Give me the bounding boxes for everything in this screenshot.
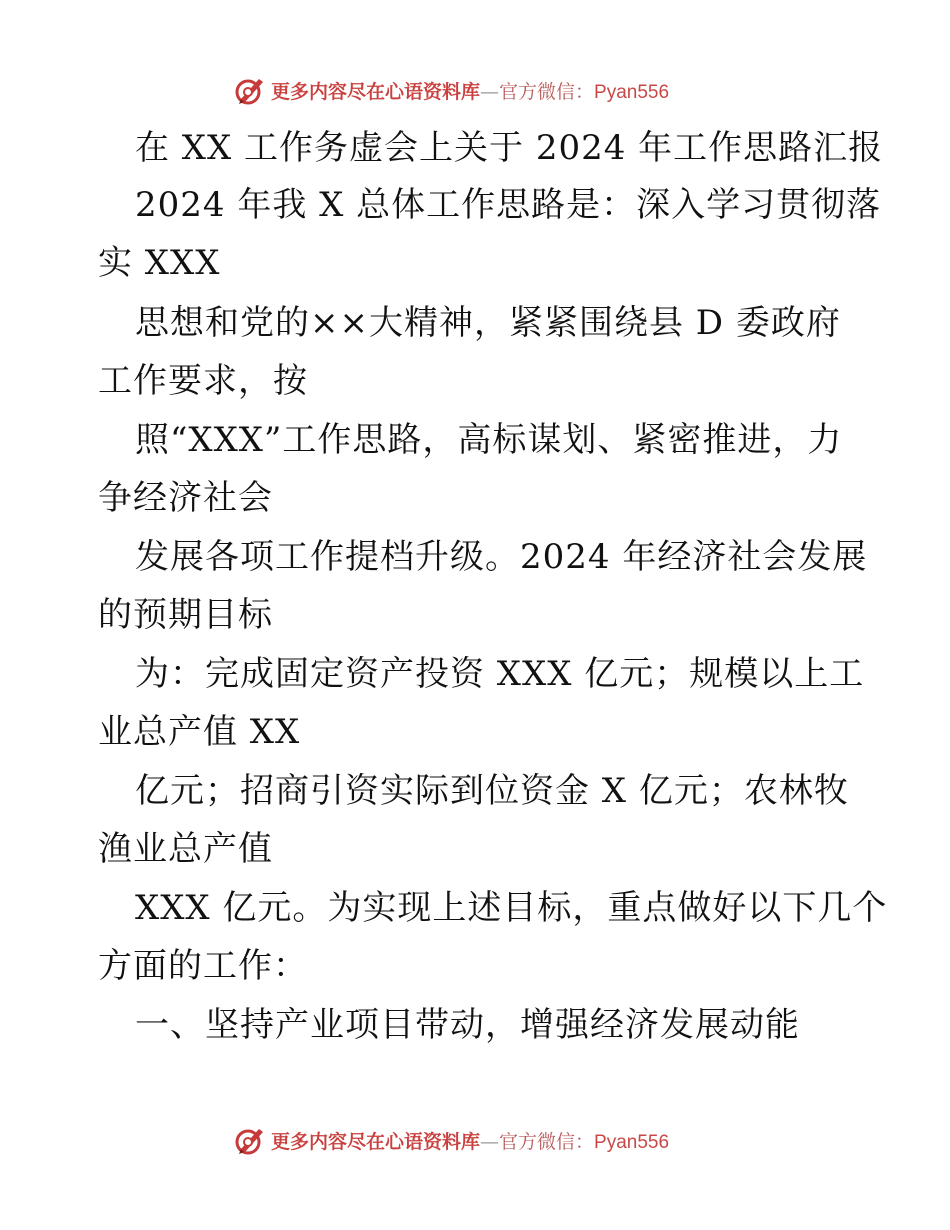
paragraph-line: 业总产值 XX: [98, 712, 301, 752]
pen-logo-icon: [233, 73, 267, 107]
pen-logo-icon: [233, 1123, 267, 1157]
paragraph-line: 渔业总产值: [98, 829, 273, 869]
watermark-site: 更多内容尽在心语资料库: [271, 1130, 481, 1153]
paragraph-line: 为：完成固定资产投资 XXX 亿元；规模以上工: [135, 654, 865, 694]
watermark-dash: —: [480, 1130, 500, 1153]
paragraph-line: 方面的工作：: [98, 946, 308, 986]
paragraph-line: 工作要求，按: [98, 361, 308, 401]
watermark-wechat-label: 官方微信：: [499, 1130, 595, 1153]
paragraph-line: 争经济社会: [98, 478, 273, 518]
watermark-wechat-id: Pyan556: [594, 1131, 670, 1153]
watermark-footer: [233, 1122, 669, 1158]
document-title: 在 XX 工作务虚会上关于 2024 年工作思路汇报: [135, 128, 884, 168]
paragraph-line: 的预期目标: [98, 595, 273, 635]
paragraph-line: 思想和党的××大精神，紧紧围绕县 D 委政府: [135, 303, 841, 343]
watermark-text: [271, 1127, 669, 1154]
watermark-dash: —: [480, 80, 500, 103]
watermark-wechat-id: Pyan556: [594, 81, 670, 103]
paragraph-line: 发展各项工作提档升级。2024 年经济社会发展: [135, 537, 868, 577]
watermark-site: 更多内容尽在心语资料库: [271, 80, 481, 103]
watermark-wechat-label: 官方微信：: [499, 80, 595, 103]
watermark-header: [233, 72, 669, 108]
section-heading: 一、坚持产业项目带动，增强经济发展动能: [135, 1005, 800, 1045]
watermark-text: [271, 77, 669, 104]
paragraph-line: 2024 年我 X 总体工作思路是：深入学习贯彻落: [135, 185, 882, 225]
paragraph-line: 实 XXX: [98, 243, 221, 283]
paragraph-line: XXX 亿元。为实现上述目标，重点做好以下几个: [135, 888, 888, 928]
paragraph-line: 照“XXX”工作思路，高标谋划、紧密推进，力: [135, 420, 843, 460]
paragraph-line: 亿元；招商引资实际到位资金 X 亿元；农林牧: [135, 771, 849, 811]
